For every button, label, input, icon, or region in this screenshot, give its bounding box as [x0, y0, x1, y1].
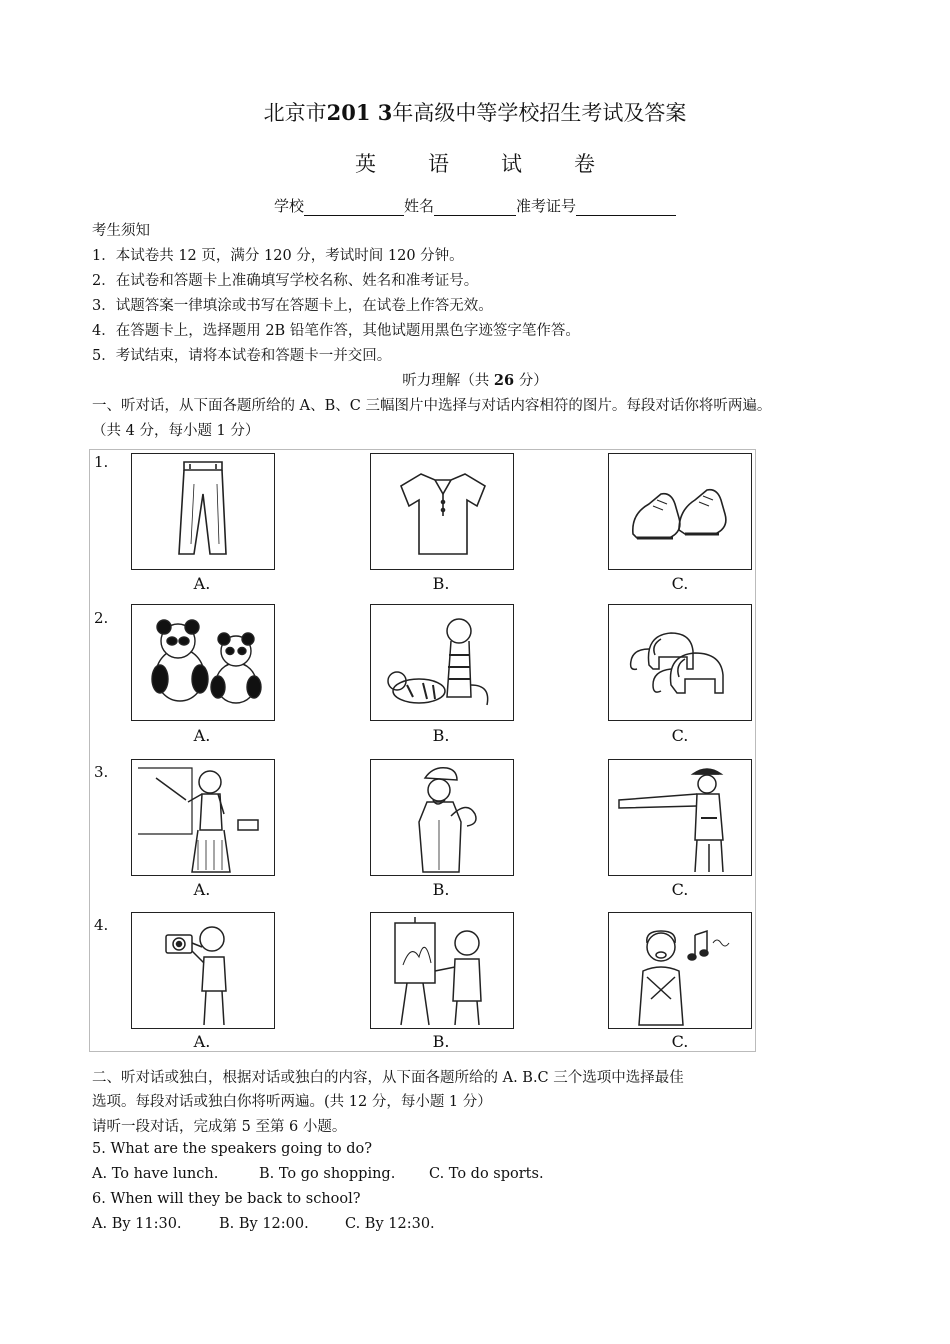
notice-item: 5．考试结束，请将本试卷和答题卡一并交回。 [92, 348, 392, 364]
subject-title [0, 148, 950, 178]
option-label: B. [432, 574, 450, 593]
picture-questions-area [89, 449, 756, 1052]
subject-char: 语 [428, 152, 449, 176]
question-text: 6. When will they be back to school? [92, 1191, 361, 1207]
option-label: C. [671, 574, 689, 593]
shirt-icon[interactable] [370, 453, 514, 570]
part2-instruction: 二、听对话或独白，根据对话或独白的内容，从下面各题所给的 A. B.C 三个选项中选择最佳 [92, 1070, 684, 1086]
notice-item: 2．在试卷和答题卡上准确填写学校名称、姓名和准考证号。 [92, 273, 479, 289]
answer-option[interactable]: B. To go shopping. [259, 1166, 396, 1182]
question-number: 1. [94, 453, 109, 471]
option-label: A. [193, 574, 211, 593]
part2-instruction-score: 选项。每段对话或独白你将听两遍。(共 12 分，每小题 1 分） [92, 1094, 492, 1110]
notice-item: 1．本试卷共 12 页，满分 120 分，考试时间 120 分钟。 [92, 248, 464, 264]
painter-icon[interactable] [370, 912, 514, 1029]
tigers-icon[interactable] [370, 604, 514, 721]
exam-no-blank[interactable] [576, 201, 676, 216]
answer-option[interactable]: C. To do sports. [429, 1166, 544, 1182]
singer-icon[interactable] [608, 912, 752, 1029]
option-label: B. [432, 1032, 450, 1051]
part2-intro: 请听一段对话，完成第 5 至第 6 小题。 [92, 1119, 347, 1135]
school-blank[interactable] [304, 201, 404, 216]
answer-option[interactable]: A. To have lunch. [92, 1166, 219, 1182]
pandas-icon[interactable] [131, 604, 275, 721]
option-label: B. [432, 880, 450, 899]
option-label: A. [193, 880, 211, 899]
sneakers-icon[interactable] [608, 453, 752, 570]
subject-char: 英 [355, 152, 376, 176]
part1-instruction: 一、听对话，从下面各题所给的 A、B、C 三幅图片中选择与对话内容相符的图片。每段对话你将听两遍。 [92, 398, 772, 414]
police-officer-icon[interactable] [608, 759, 752, 876]
option-label: C. [671, 880, 689, 899]
exam-no-label: 准考证号 [516, 197, 577, 215]
notice-item: 3．试题答案一律填涂或书写在答题卡上，在试卷上作答无效。 [92, 298, 493, 314]
photographer-icon[interactable] [131, 912, 275, 1029]
option-label: C. [671, 1032, 689, 1051]
option-label: C. [671, 726, 689, 745]
answer-option[interactable]: B. By 12:00. [219, 1216, 309, 1232]
elephants-icon[interactable] [608, 604, 752, 721]
trousers-icon[interactable] [131, 453, 275, 570]
question-number: 2. [94, 609, 109, 627]
answer-option[interactable]: A. By 11:30. [92, 1216, 182, 1232]
answer-option[interactable]: C. By 12:30. [345, 1216, 435, 1232]
option-label: B. [432, 726, 450, 745]
notice-heading: 考生须知 [92, 223, 150, 239]
school-label: 学校 [273, 197, 304, 215]
teacher-icon[interactable] [131, 759, 275, 876]
notice-item: 4．在答题卡上，选择题用 2B 铅笔作答，其他试题用黑色字迹签字笔作答。 [92, 323, 580, 339]
listening-heading: 听力理解（共 26 分） [402, 372, 548, 389]
firefighter-icon[interactable] [370, 759, 514, 876]
option-label: A. [193, 726, 211, 745]
question-number: 4. [94, 916, 109, 934]
student-info-line [0, 195, 950, 216]
subject-char: 卷 [574, 152, 595, 176]
question-number: 3. [94, 763, 109, 781]
option-label: A. [193, 1032, 211, 1051]
name-blank[interactable] [434, 201, 516, 216]
question-text: 5. What are the speakers going to do? [92, 1141, 373, 1157]
part1-instruction-score: （共 4 分，每小题 1 分） [92, 423, 260, 439]
subject-char: 试 [501, 152, 522, 176]
exam-title: 北京市201 3年高级中等学校招生考试及答案 [263, 100, 687, 125]
name-label: 姓名 [403, 197, 434, 215]
